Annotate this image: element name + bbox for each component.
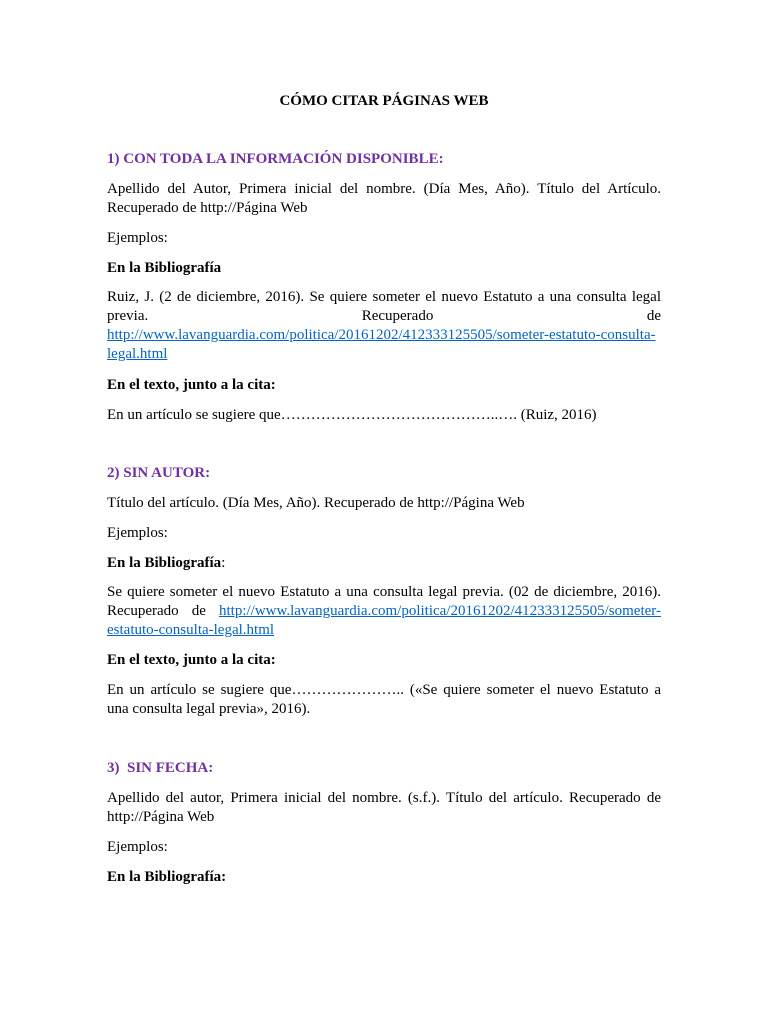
section2-bibliography-colon: : (221, 555, 226, 571)
section3-heading: 3) SIN FECHA: (107, 760, 214, 776)
section2-format: Título del artículo. (Día Mes, Año). Recuperado de http://Página Web (107, 495, 525, 511)
section2-bibliography-label: En la Bibliografía (107, 555, 222, 571)
section1-text-example: En un artículo se sugiere que……………………………………..…. (Ruiz, 2016) (107, 407, 597, 423)
section1-biblio-word-de: de (646, 308, 661, 324)
section1-format (107, 180, 661, 218)
section2-text-example-line1: En un artículo se sugiere que………………….. («Se quiere someter el nuevo Estatuto a (107, 682, 661, 698)
section2-biblio-line2 (107, 602, 661, 621)
section1-biblio-line1: Ruiz, J. (2 de diciembre, 2016). Se quiere someter el nuevo Estatuto a una consulta legal (107, 289, 661, 305)
section2-biblio-link-part1[interactable]: http://www.lavanguardia.com/politica/20161202/412333125505/someter- (219, 603, 661, 619)
section2-bibliography-entry (107, 583, 661, 640)
section1-biblio-link-line2[interactable]: legal.html (107, 346, 168, 362)
section2-bibliography-label-wrap (107, 554, 661, 573)
section3-format-line1: Apellido del autor, Primera inicial del nombre. (s.f.). Título del artículo. Recuperado de (107, 790, 661, 806)
section3-format (107, 789, 661, 827)
section2-text-label: En el texto, junto a la cita: (107, 652, 276, 668)
section1-biblio-line2 (107, 307, 661, 326)
section2-examples-label: Ejemplos: (107, 525, 168, 541)
section1-biblio-link[interactable] (107, 326, 661, 364)
section1-examples-label: Ejemplos: (107, 230, 168, 246)
section1-text-label: En el texto, junto a la cita: (107, 377, 276, 393)
section1-biblio-link-line1[interactable]: http://www.lavanguardia.com/politica/20161202/412333125505/someter-estatuto-consulta- (107, 327, 656, 343)
section1-bibliography-label: En la Bibliografía (107, 260, 222, 276)
section2-biblio-word-recuperado: Recuperado (107, 603, 179, 619)
section2-biblio-line1: Se quiere someter el nuevo Estatuto a una consulta legal previa. (02 de diciembre, 2016). (107, 584, 661, 600)
section1-bibliography-entry (107, 288, 661, 364)
section1-biblio-word-recuperado: Recuperado (361, 308, 434, 324)
section3-format-line2: http://Página Web (107, 809, 215, 825)
section3-examples-label: Ejemplos: (107, 839, 168, 855)
section3-bibliography-label: En la Bibliografía: (107, 869, 227, 885)
section2-heading: 2) SIN AUTOR: (107, 465, 211, 481)
section1-biblio-word-previa: previa. (107, 308, 149, 324)
section1-format-line1: Apellido del Autor, Primera inicial del nombre. (Día Mes, Año). Título del Artículo. (107, 181, 661, 197)
page-title: CÓMO CITAR PÁGINAS WEB (279, 93, 489, 109)
section2-text-example-line2: una consulta legal previa», 2016). (107, 701, 311, 717)
section1-heading: 1) CON TODA LA INFORMACIÓN DISPONIBLE: (107, 151, 444, 167)
section2-biblio-word-de: de (191, 603, 206, 619)
section1-format-line2: Recuperado de http://Página Web (107, 200, 308, 216)
section2-biblio-link-part2[interactable]: estatuto-consulta-legal.html (107, 622, 275, 638)
section2-text-example (107, 681, 661, 719)
